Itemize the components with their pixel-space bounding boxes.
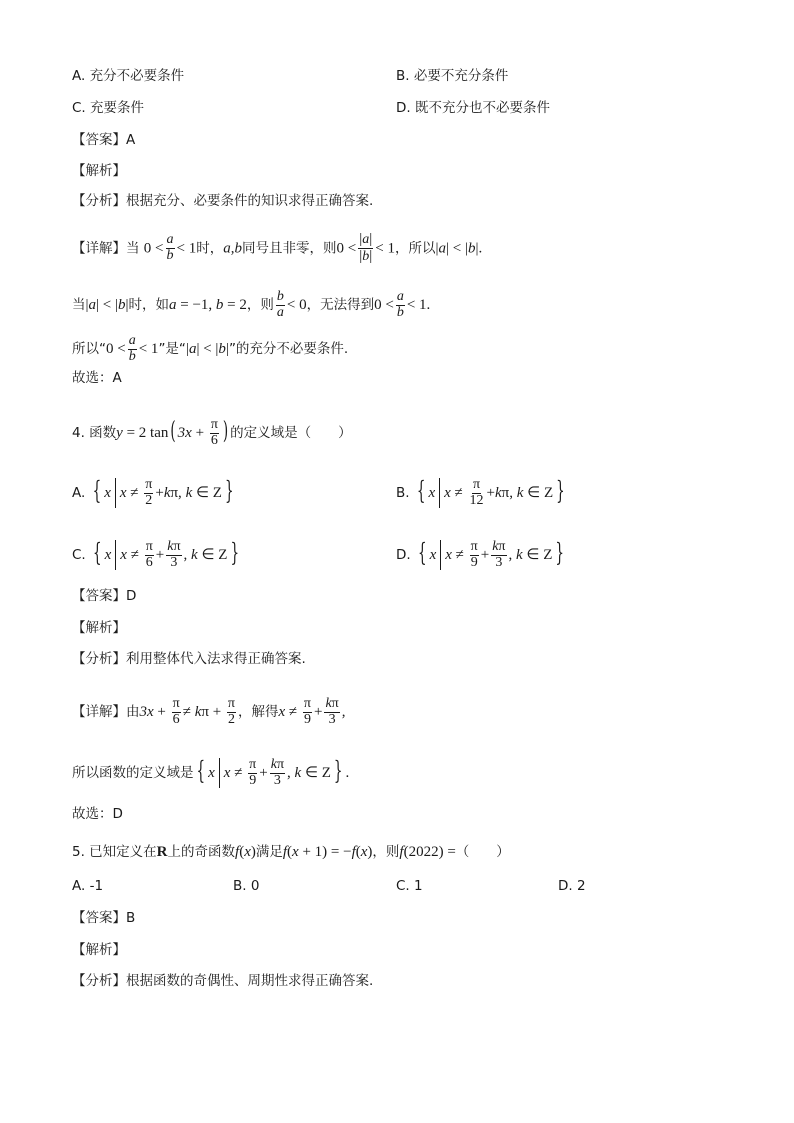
option-b: B. 0 bbox=[233, 878, 260, 894]
text: ，所以 bbox=[394, 240, 436, 257]
answer-line bbox=[72, 134, 135, 148]
answer-tag: 【答案】 bbox=[72, 588, 126, 604]
text: 由 bbox=[126, 704, 140, 721]
fenxi-line bbox=[72, 975, 373, 989]
answer-tag: 【答案】 bbox=[72, 910, 126, 926]
text: 4. 函数 bbox=[72, 425, 117, 442]
text: ，则 bbox=[372, 844, 400, 860]
fraction: $\frac{\pi}{2}$ bbox=[227, 696, 235, 727]
fraction: $\frac{a}{b}$ bbox=[166, 232, 174, 263]
question-4-stem: 4. 函数y = 2 tan ( 3x + $\frac{\pi}{6}$ ) 的定义域是（ ） bbox=[72, 417, 352, 448]
fraction: $\frac{a}{b}$ bbox=[396, 289, 404, 320]
text: 当 bbox=[126, 240, 140, 257]
text: 的定义域是（ ） bbox=[230, 425, 352, 442]
analysis-tag: 【解析】 bbox=[72, 620, 126, 636]
fraction: $\frac{\pi}{9}$ bbox=[303, 696, 311, 727]
text: 所以函数的定义域是 bbox=[72, 765, 194, 782]
text: D. bbox=[396, 547, 411, 564]
fraction: $\frac{\pi}{6}$ bbox=[210, 417, 218, 448]
detail-line: 【详解】当 0 < $\frac{a}{b}$ < 1时，a,b同号且非零，则0 < $\frac{|a|}{|b|}$ < 1，所以|a| < |b|. bbox=[72, 231, 483, 264]
text: ，解得 bbox=[238, 704, 279, 721]
answer-value: B bbox=[126, 910, 136, 926]
option-c: C. { x x ≠ $\frac{\pi}{6}$ + $\frac{k\pi}{3}$ , k ∈ Z } bbox=[72, 538, 240, 570]
text: ，无法得到 bbox=[306, 297, 375, 314]
fraction: $\frac{b}{a}$ bbox=[276, 289, 284, 320]
fraction: $\frac{k\pi}{3}$ bbox=[492, 539, 506, 570]
fraction: $\frac{\pi}{2}$ bbox=[145, 477, 153, 508]
text: ”是“ bbox=[158, 341, 186, 358]
text: ”的充分不必要条件. bbox=[228, 341, 349, 358]
option-d: D. 2 bbox=[558, 878, 586, 894]
text: A. bbox=[72, 485, 86, 502]
detail-line-2: 当|a| < |b|时，如a = −1, b = 2，则 $\frac{b}{a}$ < 0，无法得到0 < $\frac{a}{b}$ < 1. bbox=[72, 289, 431, 320]
fraction: $\frac{\pi}{6}$ bbox=[172, 696, 180, 727]
fraction: $\frac{\pi}{9}$ bbox=[249, 757, 257, 788]
text: 当 bbox=[72, 297, 86, 314]
fenxi-tag: 【分析】 bbox=[72, 193, 126, 209]
text: 满足 bbox=[255, 844, 283, 860]
text: 5. 已知定义在 bbox=[72, 844, 157, 860]
answer-line bbox=[72, 912, 135, 926]
text: 上的奇函数 bbox=[167, 844, 236, 860]
option-a: A. 充分不必要条件 bbox=[72, 68, 185, 84]
fraction: $\frac{\pi}{6}$ bbox=[145, 539, 153, 570]
text: （ ） bbox=[455, 844, 510, 860]
text: 同号且非零，则 bbox=[241, 240, 337, 257]
choose-line: 故选：D bbox=[72, 806, 123, 822]
text: ，则 bbox=[246, 297, 274, 314]
fraction: $\frac{k\pi}{3}$ bbox=[325, 696, 339, 727]
fenxi-text: 利用整体代入法求得正确答案. bbox=[126, 651, 306, 667]
option-c: C. 充要条件 bbox=[72, 100, 145, 116]
fenxi-tag: 【分析】 bbox=[72, 973, 126, 989]
text: 所以“ bbox=[72, 341, 106, 358]
fraction: $\frac{|a|}{|b|}$ bbox=[359, 231, 373, 264]
detail-line-2: 所以函数的定义域是 { x x ≠ $\frac{\pi}{9}$ + $\frac{k\pi}{3}$ , k ∈ Z } . bbox=[72, 756, 350, 788]
answer-value: A bbox=[126, 132, 136, 148]
text: 时， bbox=[196, 240, 224, 257]
fenxi-tag: 【分析】 bbox=[72, 651, 126, 667]
option-c: C. 1 bbox=[396, 878, 423, 894]
answer-line bbox=[72, 590, 136, 604]
text: C. bbox=[72, 547, 86, 564]
detail-line: 【详解】由3x + $\frac{\pi}{6}$ ≠ kπ + $\frac{\pi}{2}$ ，解得x ≠ $\frac{\pi}{9}$ + $\frac{k\pi}{3}$ , bbox=[72, 696, 346, 727]
option-a: A. -1 bbox=[72, 878, 104, 894]
question-5-stem: 5. 已知定义在R上的奇函数f(x)满足f(x + 1) = −f(x)，则f(2022) =（ ） bbox=[72, 844, 510, 860]
option-d: D. 既不充分也不必要条件 bbox=[396, 100, 550, 116]
fenxi-text: 根据充分、必要条件的知识求得正确答案. bbox=[126, 193, 374, 209]
option-b: B. 必要不充分条件 bbox=[396, 68, 509, 84]
set-r: R bbox=[156, 844, 168, 860]
text: 时，如 bbox=[128, 297, 169, 314]
fenxi-line bbox=[72, 195, 373, 209]
answer-value: D bbox=[126, 588, 137, 604]
option-b: B. { x x ≠ $\frac{\pi}{12}$ +kπ, k ∈ Z } bbox=[396, 476, 565, 508]
text: B. bbox=[396, 485, 410, 502]
option-d: D. { x x ≠ $\frac{\pi}{9}$ + $\frac{k\pi}{3}$ , k ∈ Z } bbox=[396, 538, 564, 570]
detail-tag: 【详解】 bbox=[72, 704, 126, 721]
detail-line-3: 所以“0 < $\frac{a}{b}$ < 1”是“|a| < |b|”的充分不必要条件. bbox=[72, 333, 349, 364]
fraction: $\frac{\pi}{12}$ bbox=[469, 477, 484, 508]
detail-tag: 【详解】 bbox=[72, 240, 126, 257]
fenxi-line bbox=[72, 653, 306, 667]
choose-line: 故选：A bbox=[72, 370, 122, 386]
option-a: A. { x x ≠ $\frac{\pi}{2}$ +kπ, k ∈ Z } bbox=[72, 476, 234, 508]
fenxi-text: 根据函数的奇偶性、周期性求得正确答案. bbox=[126, 973, 374, 989]
analysis-tag: 【解析】 bbox=[72, 942, 126, 958]
answer-tag: 【答案】 bbox=[72, 132, 126, 148]
fraction: $\frac{a}{b}$ bbox=[128, 333, 136, 364]
fraction: $\frac{k\pi}{3}$ bbox=[167, 539, 181, 570]
fraction: $\frac{\pi}{9}$ bbox=[470, 539, 478, 570]
fraction: $\frac{k\pi}{3}$ bbox=[270, 757, 285, 788]
analysis-tag: 【解析】 bbox=[72, 163, 126, 179]
